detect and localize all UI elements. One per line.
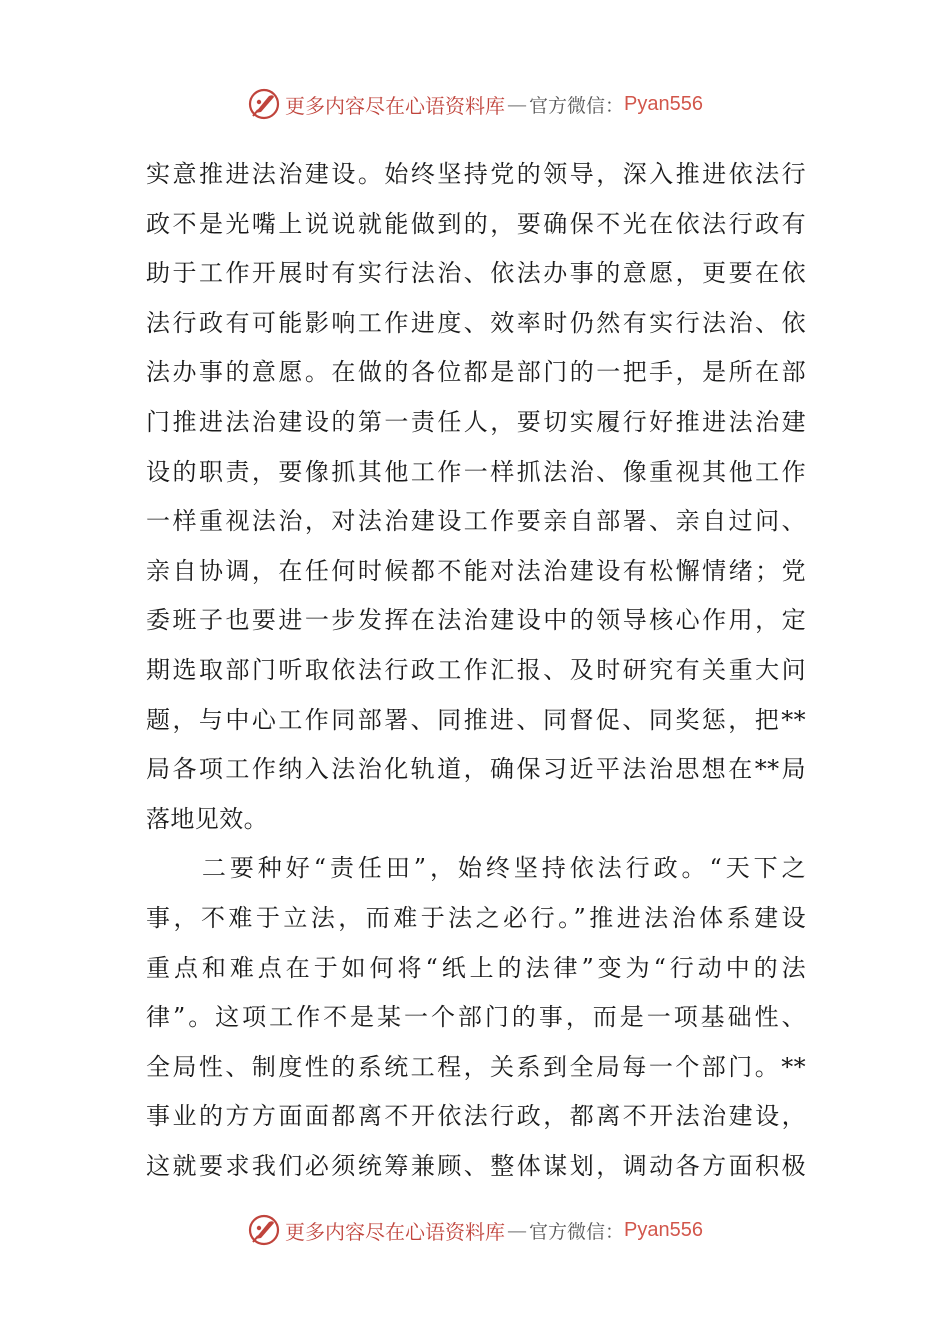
body-line: 二要种好“责任田”，始终坚持依法行政。“天下之 — [146, 854, 806, 883]
document-body — [146, 150, 806, 1191]
wechat-id: Pyan556 — [624, 92, 703, 115]
official-wechat-label: 官方微信： — [529, 94, 625, 117]
body-line: 门推进法治建设的第一责任人，要切实履行好推进法治建 — [146, 407, 806, 436]
body-line: 实意推进法治建设。始终坚持党的领导，深入推进依法行 — [146, 160, 806, 188]
body-line: 这就要求我们必须统筹兼顾、整体谋划，调动各方面积极 — [146, 1151, 806, 1180]
body-line: 题，与中心工作同部署、同推进、同督促、同奖惩，把** — [146, 705, 806, 734]
wechat-id: Pyan556 — [624, 1218, 703, 1241]
banner-dash: — — [507, 92, 527, 116]
body-line: 局各项工作纳入法治化轨道，确保习近平法治思想在**局 — [146, 755, 806, 784]
official-wechat-label: 官方微信： — [529, 1220, 625, 1243]
body-line: 法办事的意愿。在做的各位都是部门的一把手，是所在部 — [146, 358, 806, 387]
body-line: 亲自协调，在任何时候都不能对法治建设有松懈情绪；党 — [146, 556, 806, 585]
quill-pen-circle-icon — [247, 87, 281, 121]
body-line: 重点和难点在于如何将“纸上的法律”变为“行动中的法 — [146, 953, 806, 982]
body-line: 期选取部门听取依法行政工作汇报、及时研究有关重大问 — [146, 655, 806, 684]
body-line: 全局性、制度性的系统工程，关系到全局每一个部门。** — [146, 1052, 806, 1081]
header-banner — [0, 84, 950, 124]
brand-name: 更多内容尽在心语资料库 — [285, 1219, 505, 1244]
body-line: 政不是光嘴上说说就能做到的，要确保不光在依法行政有 — [146, 209, 806, 238]
body-line: 助于工作开展时有实行法治、依法办事的意愿，更要在依 — [146, 259, 806, 288]
banner-dash: — — [507, 1218, 527, 1242]
body-line: 律”。这项工作不是某一个部门的事，而是一项基础性、 — [146, 1003, 806, 1032]
body-line: 一样重视法治，对法治建设工作要亲自部署、亲自过问、 — [146, 507, 806, 536]
brand-name: 更多内容尽在心语资料库 — [285, 93, 505, 118]
body-line: 法行政有可能影响工作进度、效率时仍然有实行法治、依 — [146, 308, 806, 337]
body-line: 落地见效。 — [146, 804, 268, 833]
body-line: 事，不难于立法，而难于法之必行。”推进法治体系建设 — [146, 903, 806, 932]
footer-banner — [0, 1210, 950, 1250]
quill-pen-circle-icon — [247, 1213, 281, 1247]
body-line: 委班子也要进一步发挥在法治建设中的领导核心作用，定 — [146, 606, 806, 635]
body-line: 设的职责，要像抓其他工作一样抓法治、像重视其他工作 — [146, 457, 806, 486]
body-line: 事业的方方面面都离不开依法行政，都离不开法治建设， — [146, 1102, 806, 1131]
